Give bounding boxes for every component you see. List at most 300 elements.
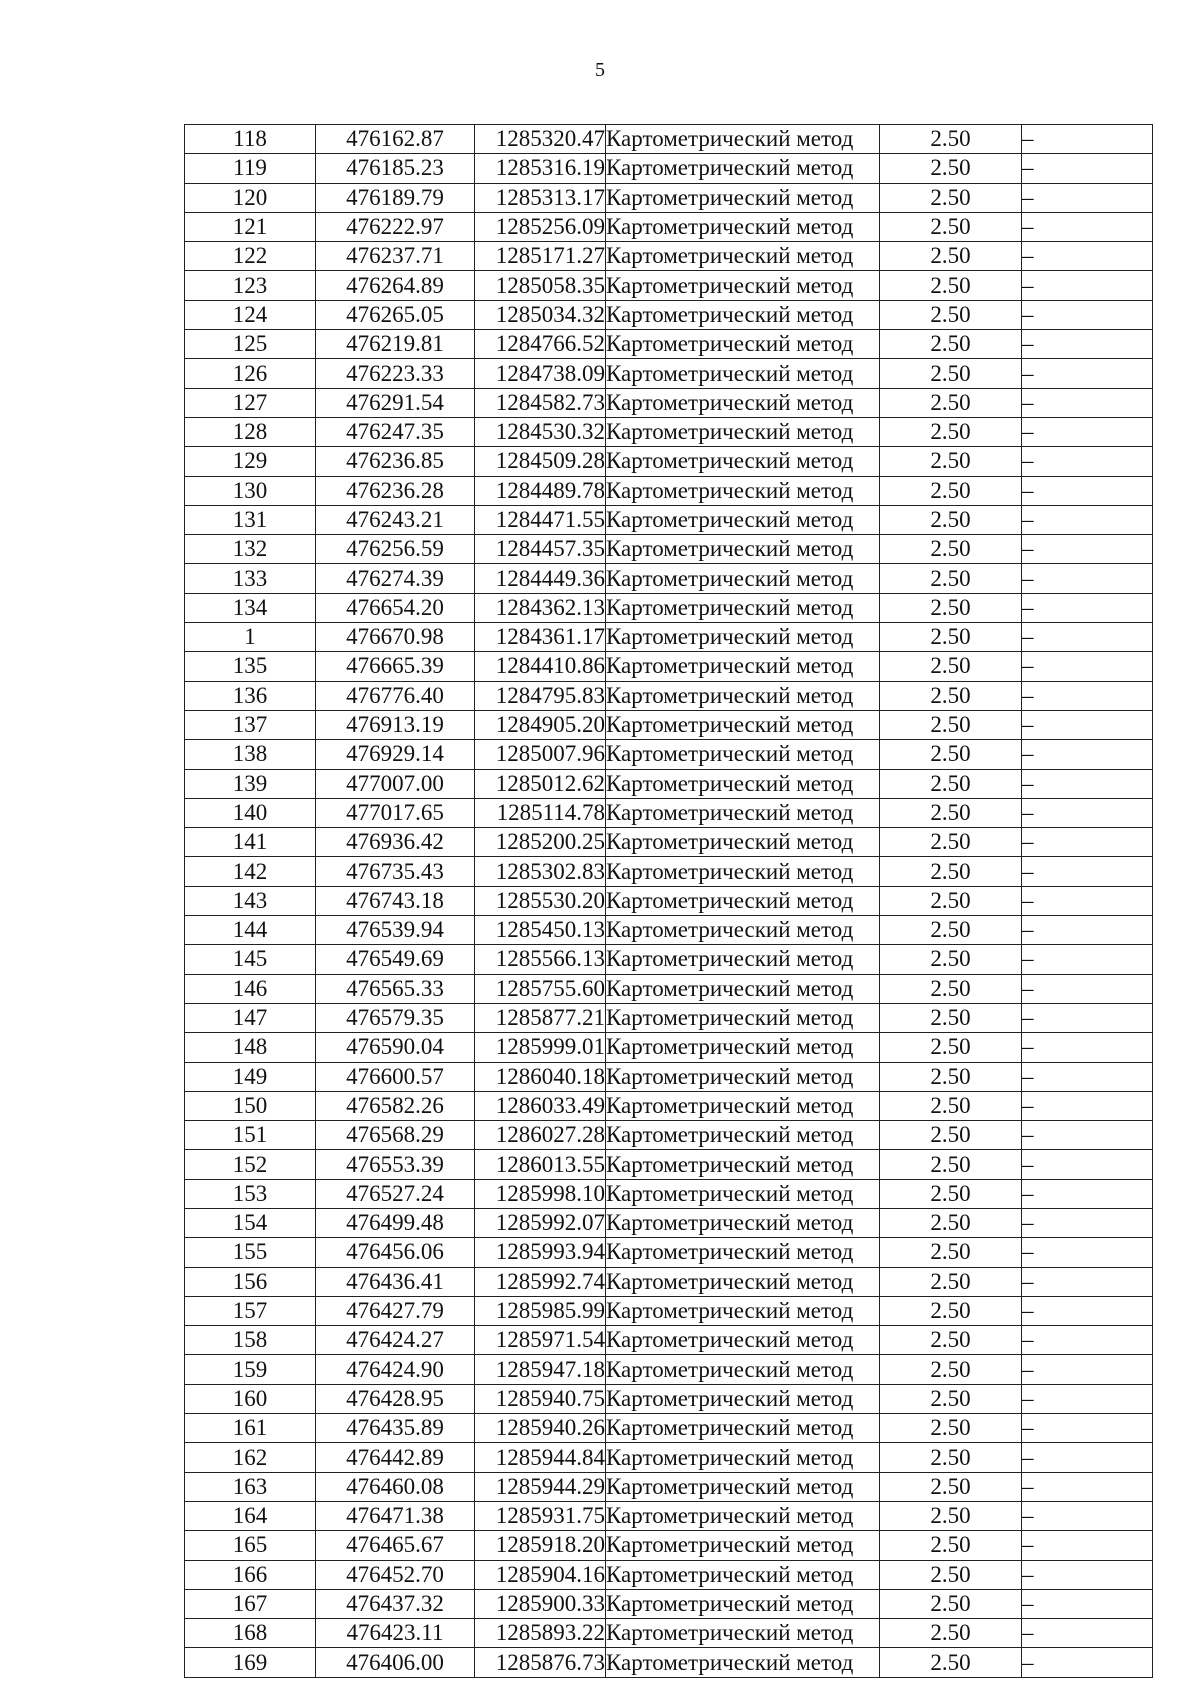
y-coordinate-cell: 1285992.74 [475,1267,606,1296]
x-coordinate-cell: 476471.38 [316,1501,475,1530]
point-number-cell: 151 [185,1121,316,1150]
accuracy-cell: 2.50 [880,1443,1022,1472]
method-cell: Картометрический метод [606,1003,880,1032]
description-cell: – [1022,1531,1153,1560]
point-number-cell: 162 [185,1443,316,1472]
x-coordinate-cell: 476423.11 [316,1619,475,1648]
table-row [185,505,1153,534]
accuracy-cell: 2.50 [880,828,1022,857]
table-row [185,1472,1153,1501]
description-cell: – [1022,945,1153,974]
description-cell: – [1022,916,1153,945]
method-cell: Картометрический метод [606,1443,880,1472]
accuracy-cell: 2.50 [880,623,1022,652]
method-cell: Картометрический метод [606,1062,880,1091]
method-cell: Картометрический метод [606,652,880,681]
accuracy-cell: 2.50 [880,505,1022,534]
y-coordinate-cell: 1284766.52 [475,330,606,359]
y-coordinate-cell: 1285931.75 [475,1501,606,1530]
accuracy-cell: 2.50 [880,1238,1022,1267]
method-cell: Картометрический метод [606,1414,880,1443]
table-row [185,623,1153,652]
table-row [185,1501,1153,1530]
point-number-cell: 153 [185,1179,316,1208]
y-coordinate-cell: 1285256.09 [475,212,606,241]
description-cell: – [1022,1619,1153,1648]
accuracy-cell: 2.50 [880,1531,1022,1560]
description-cell: – [1022,417,1153,446]
coordinates-table-body [185,125,1153,1678]
point-number-cell: 118 [185,125,316,154]
method-cell: Картометрический метод [606,1326,880,1355]
description-cell: – [1022,681,1153,710]
table-row [185,1179,1153,1208]
method-cell: Картометрический метод [606,300,880,329]
accuracy-cell: 2.50 [880,300,1022,329]
x-coordinate-cell: 476913.19 [316,710,475,739]
x-coordinate-cell: 476465.67 [316,1531,475,1560]
y-coordinate-cell: 1284530.32 [475,417,606,446]
y-coordinate-cell: 1284582.73 [475,388,606,417]
method-cell: Картометрический метод [606,417,880,446]
table-row [185,1589,1153,1618]
method-cell: Картометрический метод [606,798,880,827]
table-row [185,271,1153,300]
accuracy-cell: 2.50 [880,1121,1022,1150]
accuracy-cell: 2.50 [880,242,1022,271]
accuracy-cell: 2.50 [880,886,1022,915]
table-row [185,1443,1153,1472]
description-cell: – [1022,593,1153,622]
y-coordinate-cell: 1285985.99 [475,1296,606,1325]
table-row [185,359,1153,388]
x-coordinate-cell: 476600.57 [316,1062,475,1091]
method-cell: Картометрический метод [606,476,880,505]
point-number-cell: 158 [185,1326,316,1355]
point-number-cell: 140 [185,798,316,827]
point-number-cell: 133 [185,564,316,593]
x-coordinate-cell: 476549.69 [316,945,475,974]
point-number-cell: 131 [185,505,316,534]
table-row [185,154,1153,183]
accuracy-cell: 2.50 [880,359,1022,388]
accuracy-cell: 2.50 [880,154,1022,183]
point-number-cell: 135 [185,652,316,681]
method-cell: Картометрический метод [606,1619,880,1648]
y-coordinate-cell: 1285755.60 [475,974,606,1003]
description-cell: – [1022,300,1153,329]
method-cell: Картометрический метод [606,593,880,622]
accuracy-cell: 2.50 [880,1326,1022,1355]
point-number-cell: 127 [185,388,316,417]
table-row [185,1326,1153,1355]
description-cell: – [1022,1472,1153,1501]
y-coordinate-cell: 1285877.21 [475,1003,606,1032]
method-cell: Картометрический метод [606,154,880,183]
description-cell: – [1022,1501,1153,1530]
accuracy-cell: 2.50 [880,740,1022,769]
description-cell: – [1022,1062,1153,1091]
x-coordinate-cell: 476527.24 [316,1179,475,1208]
description-cell: – [1022,1326,1153,1355]
y-coordinate-cell: 1284509.28 [475,447,606,476]
table-row [185,1648,1153,1677]
description-cell: – [1022,828,1153,857]
point-number-cell: 137 [185,710,316,739]
x-coordinate-cell: 477007.00 [316,769,475,798]
table-row [185,447,1153,476]
description-cell: – [1022,1179,1153,1208]
accuracy-cell: 2.50 [880,769,1022,798]
accuracy-cell: 2.50 [880,710,1022,739]
method-cell: Картометрический метод [606,1501,880,1530]
accuracy-cell: 2.50 [880,388,1022,417]
table-row [185,652,1153,681]
accuracy-cell: 2.50 [880,652,1022,681]
y-coordinate-cell: 1285947.18 [475,1355,606,1384]
method-cell: Картометрический метод [606,623,880,652]
y-coordinate-cell: 1285876.73 [475,1648,606,1677]
description-cell: – [1022,1267,1153,1296]
accuracy-cell: 2.50 [880,1384,1022,1413]
x-coordinate-cell: 476553.39 [316,1150,475,1179]
y-coordinate-cell: 1285918.20 [475,1531,606,1560]
method-cell: Картометрический метод [606,1648,880,1677]
description-cell: – [1022,1208,1153,1237]
method-cell: Картометрический метод [606,359,880,388]
x-coordinate-cell: 476162.87 [316,125,475,154]
x-coordinate-cell: 476428.95 [316,1384,475,1413]
accuracy-cell: 2.50 [880,1472,1022,1501]
x-coordinate-cell: 476424.90 [316,1355,475,1384]
y-coordinate-cell: 1284905.20 [475,710,606,739]
method-cell: Картометрический метод [606,1589,880,1618]
y-coordinate-cell: 1284410.86 [475,652,606,681]
table-row [185,916,1153,945]
table-row [185,1150,1153,1179]
method-cell: Картометрический метод [606,183,880,212]
accuracy-cell: 2.50 [880,916,1022,945]
method-cell: Картометрический метод [606,1238,880,1267]
table-row [185,974,1153,1003]
y-coordinate-cell: 1284457.35 [475,535,606,564]
y-coordinate-cell: 1285944.84 [475,1443,606,1472]
description-cell: – [1022,886,1153,915]
accuracy-cell: 2.50 [880,1296,1022,1325]
x-coordinate-cell: 476424.27 [316,1326,475,1355]
accuracy-cell: 2.50 [880,945,1022,974]
method-cell: Картометрический метод [606,1208,880,1237]
coordinates-table [184,124,1153,1678]
description-cell: – [1022,183,1153,212]
x-coordinate-cell: 476435.89 [316,1414,475,1443]
y-coordinate-cell: 1286033.49 [475,1091,606,1120]
point-number-cell: 160 [185,1384,316,1413]
y-coordinate-cell: 1285171.27 [475,242,606,271]
method-cell: Картометрический метод [606,681,880,710]
description-cell: – [1022,1150,1153,1179]
point-number-cell: 136 [185,681,316,710]
description-cell: – [1022,1238,1153,1267]
y-coordinate-cell: 1284362.13 [475,593,606,622]
description-cell: – [1022,740,1153,769]
table-row [185,1208,1153,1237]
table-row [185,740,1153,769]
method-cell: Картометрический метод [606,330,880,359]
accuracy-cell: 2.50 [880,974,1022,1003]
description-cell: – [1022,1121,1153,1150]
accuracy-cell: 2.50 [880,798,1022,827]
point-number-cell: 168 [185,1619,316,1648]
y-coordinate-cell: 1285302.83 [475,857,606,886]
method-cell: Картометрический метод [606,1121,880,1150]
y-coordinate-cell: 1285058.35 [475,271,606,300]
y-coordinate-cell: 1285999.01 [475,1033,606,1062]
x-coordinate-cell: 476243.21 [316,505,475,534]
point-number-cell: 143 [185,886,316,915]
table-row [185,1355,1153,1384]
accuracy-cell: 2.50 [880,476,1022,505]
x-coordinate-cell: 476456.06 [316,1238,475,1267]
point-number-cell: 130 [185,476,316,505]
accuracy-cell: 2.50 [880,125,1022,154]
y-coordinate-cell: 1285450.13 [475,916,606,945]
description-cell: – [1022,623,1153,652]
y-coordinate-cell: 1285316.19 [475,154,606,183]
y-coordinate-cell: 1286013.55 [475,1150,606,1179]
y-coordinate-cell: 1285566.13 [475,945,606,974]
point-number-cell: 125 [185,330,316,359]
accuracy-cell: 2.50 [880,212,1022,241]
y-coordinate-cell: 1284738.09 [475,359,606,388]
x-coordinate-cell: 476222.97 [316,212,475,241]
y-coordinate-cell: 1286027.28 [475,1121,606,1150]
method-cell: Картометрический метод [606,1355,880,1384]
point-number-cell: 141 [185,828,316,857]
x-coordinate-cell: 476236.28 [316,476,475,505]
x-coordinate-cell: 476565.33 [316,974,475,1003]
accuracy-cell: 2.50 [880,1560,1022,1589]
table-row [185,183,1153,212]
table-row [185,1560,1153,1589]
table-row [185,1414,1153,1443]
accuracy-cell: 2.50 [880,681,1022,710]
method-cell: Картометрический метод [606,886,880,915]
table-row [185,681,1153,710]
method-cell: Картометрический метод [606,242,880,271]
x-coordinate-cell: 476936.42 [316,828,475,857]
point-number-cell: 123 [185,271,316,300]
table-row [185,330,1153,359]
method-cell: Картометрический метод [606,388,880,417]
point-number-cell: 121 [185,212,316,241]
point-number-cell: 132 [185,535,316,564]
point-number-cell: 147 [185,1003,316,1032]
y-coordinate-cell: 1285200.25 [475,828,606,857]
description-cell: – [1022,564,1153,593]
y-coordinate-cell: 1285007.96 [475,740,606,769]
table-row [185,1238,1153,1267]
table-row [185,212,1153,241]
page-number: 5 [595,59,605,81]
table-row [185,857,1153,886]
table-row [185,1384,1153,1413]
x-coordinate-cell: 476539.94 [316,916,475,945]
method-cell: Картометрический метод [606,945,880,974]
point-number-cell: 119 [185,154,316,183]
x-coordinate-cell: 476776.40 [316,681,475,710]
description-cell: – [1022,447,1153,476]
accuracy-cell: 2.50 [880,271,1022,300]
table-row [185,593,1153,622]
table-row [185,388,1153,417]
point-number-cell: 159 [185,1355,316,1384]
x-coordinate-cell: 476743.18 [316,886,475,915]
point-number-cell: 129 [185,447,316,476]
y-coordinate-cell: 1285993.94 [475,1238,606,1267]
accuracy-cell: 2.50 [880,564,1022,593]
table-row [185,1531,1153,1560]
method-cell: Картометрический метод [606,1179,880,1208]
method-cell: Картометрический метод [606,1531,880,1560]
point-number-cell: 145 [185,945,316,974]
accuracy-cell: 2.50 [880,1414,1022,1443]
accuracy-cell: 2.50 [880,1033,1022,1062]
x-coordinate-cell: 476265.05 [316,300,475,329]
x-coordinate-cell: 476929.14 [316,740,475,769]
x-coordinate-cell: 476247.35 [316,417,475,446]
y-coordinate-cell: 1284361.17 [475,623,606,652]
point-number-cell: 122 [185,242,316,271]
description-cell: – [1022,359,1153,388]
x-coordinate-cell: 476499.48 [316,1208,475,1237]
point-number-cell: 149 [185,1062,316,1091]
x-coordinate-cell: 476568.29 [316,1121,475,1150]
accuracy-cell: 2.50 [880,1179,1022,1208]
method-cell: Картометрический метод [606,1150,880,1179]
y-coordinate-cell: 1285944.29 [475,1472,606,1501]
method-cell: Картометрический метод [606,1091,880,1120]
x-coordinate-cell: 476219.81 [316,330,475,359]
x-coordinate-cell: 476274.39 [316,564,475,593]
x-coordinate-cell: 476256.59 [316,535,475,564]
method-cell: Картометрический метод [606,769,880,798]
description-cell: – [1022,974,1153,1003]
description-cell: – [1022,388,1153,417]
y-coordinate-cell: 1285998.10 [475,1179,606,1208]
y-coordinate-cell: 1285971.54 [475,1326,606,1355]
x-coordinate-cell: 476436.41 [316,1267,475,1296]
description-cell: – [1022,857,1153,886]
description-cell: – [1022,1384,1153,1413]
accuracy-cell: 2.50 [880,1003,1022,1032]
table-row [185,1062,1153,1091]
method-cell: Картометрический метод [606,1267,880,1296]
description-cell: – [1022,476,1153,505]
method-cell: Картометрический метод [606,271,880,300]
x-coordinate-cell: 476442.89 [316,1443,475,1472]
method-cell: Картометрический метод [606,535,880,564]
table-row [185,1091,1153,1120]
x-coordinate-cell: 476582.26 [316,1091,475,1120]
description-cell: – [1022,154,1153,183]
description-cell: – [1022,242,1153,271]
description-cell: – [1022,798,1153,827]
table-row [185,564,1153,593]
x-coordinate-cell: 476237.71 [316,242,475,271]
description-cell: – [1022,271,1153,300]
table-row [185,886,1153,915]
method-cell: Картометрический метод [606,1472,880,1501]
point-number-cell: 138 [185,740,316,769]
x-coordinate-cell: 476579.35 [316,1003,475,1032]
x-coordinate-cell: 476460.08 [316,1472,475,1501]
y-coordinate-cell: 1284489.78 [475,476,606,505]
description-cell: – [1022,1589,1153,1618]
x-coordinate-cell: 476236.85 [316,447,475,476]
accuracy-cell: 2.50 [880,417,1022,446]
accuracy-cell: 2.50 [880,535,1022,564]
description-cell: – [1022,535,1153,564]
x-coordinate-cell: 476452.70 [316,1560,475,1589]
y-coordinate-cell: 1284795.83 [475,681,606,710]
accuracy-cell: 2.50 [880,1267,1022,1296]
x-coordinate-cell: 476189.79 [316,183,475,212]
description-cell: – [1022,125,1153,154]
point-number-cell: 124 [185,300,316,329]
description-cell: – [1022,212,1153,241]
method-cell: Картометрический метод [606,1560,880,1589]
x-coordinate-cell: 476264.89 [316,271,475,300]
y-coordinate-cell: 1284471.55 [475,505,606,534]
x-coordinate-cell: 477017.65 [316,798,475,827]
table-row [185,300,1153,329]
y-coordinate-cell: 1285940.26 [475,1414,606,1443]
point-number-cell: 1 [185,623,316,652]
description-cell: – [1022,769,1153,798]
method-cell: Картометрический метод [606,1296,880,1325]
description-cell: – [1022,1003,1153,1032]
description-cell: – [1022,710,1153,739]
point-number-cell: 161 [185,1414,316,1443]
description-cell: – [1022,330,1153,359]
point-number-cell: 128 [185,417,316,446]
method-cell: Картометрический метод [606,916,880,945]
x-coordinate-cell: 476185.23 [316,154,475,183]
description-cell: – [1022,1355,1153,1384]
accuracy-cell: 2.50 [880,1355,1022,1384]
accuracy-cell: 2.50 [880,1619,1022,1648]
accuracy-cell: 2.50 [880,1150,1022,1179]
point-number-cell: 126 [185,359,316,388]
accuracy-cell: 2.50 [880,330,1022,359]
table-row [185,798,1153,827]
method-cell: Картометрический метод [606,212,880,241]
table-row [185,417,1153,446]
table-row [185,1033,1153,1062]
method-cell: Картометрический метод [606,828,880,857]
accuracy-cell: 2.50 [880,1501,1022,1530]
point-number-cell: 155 [185,1238,316,1267]
table-row [185,1267,1153,1296]
description-cell: – [1022,1560,1153,1589]
accuracy-cell: 2.50 [880,1062,1022,1091]
description-cell: – [1022,505,1153,534]
method-cell: Картометрический метод [606,740,880,769]
method-cell: Картометрический метод [606,710,880,739]
point-number-cell: 150 [185,1091,316,1120]
table-row [185,710,1153,739]
